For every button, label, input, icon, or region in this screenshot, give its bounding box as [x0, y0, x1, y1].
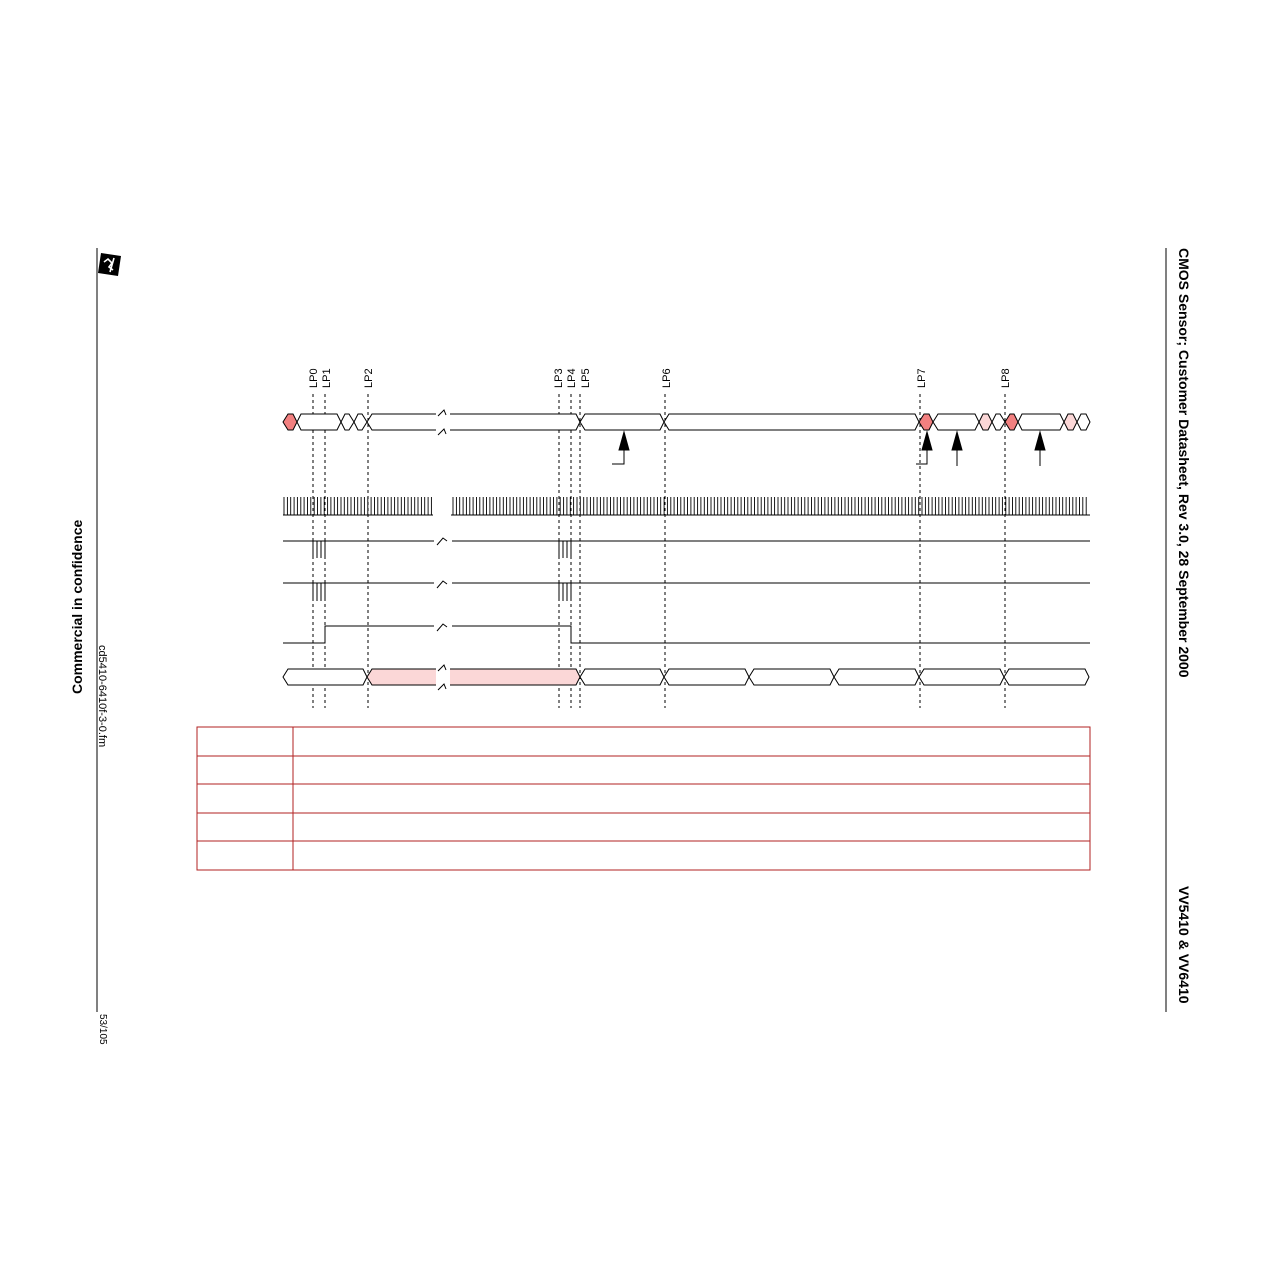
product-name: VV5410 & VV6410 — [1176, 886, 1192, 1004]
lp-label-2: LP2 — [363, 368, 375, 388]
confidentiality-notice: Commercial in confidence — [69, 519, 85, 694]
lp-marker-lines — [313, 394, 1005, 708]
parameter-table — [197, 727, 1090, 870]
output-bus-row — [283, 669, 1089, 685]
lp-label-1: LP1 — [321, 368, 333, 388]
st-logo — [98, 253, 121, 276]
time-break-marks — [434, 405, 452, 691]
strobe-rows — [283, 541, 1090, 601]
timing-diagram — [283, 368, 1090, 708]
page-title: CMOS Sensor; Customer Datasheet, Rev 3.0, 28 September 2000 — [1176, 248, 1192, 678]
lp-label-0: LP0 — [308, 368, 320, 388]
lp-label-7: LP7 — [916, 368, 928, 388]
data-bus-row — [283, 414, 1090, 430]
sample-arrows — [612, 432, 1045, 466]
page-number: 53/105 — [97, 1014, 108, 1045]
file-name: cd5410-6410f-3-0.fm — [96, 645, 108, 748]
lp-label-5: LP5 — [580, 368, 592, 388]
lp-label-4: LP4 — [566, 368, 578, 388]
pulse-row — [283, 626, 1090, 643]
lp-label-3: LP3 — [553, 368, 565, 388]
lp-label-8: LP8 — [1000, 368, 1012, 388]
clock-row — [283, 497, 1090, 515]
lp-label-6: LP6 — [661, 368, 673, 388]
